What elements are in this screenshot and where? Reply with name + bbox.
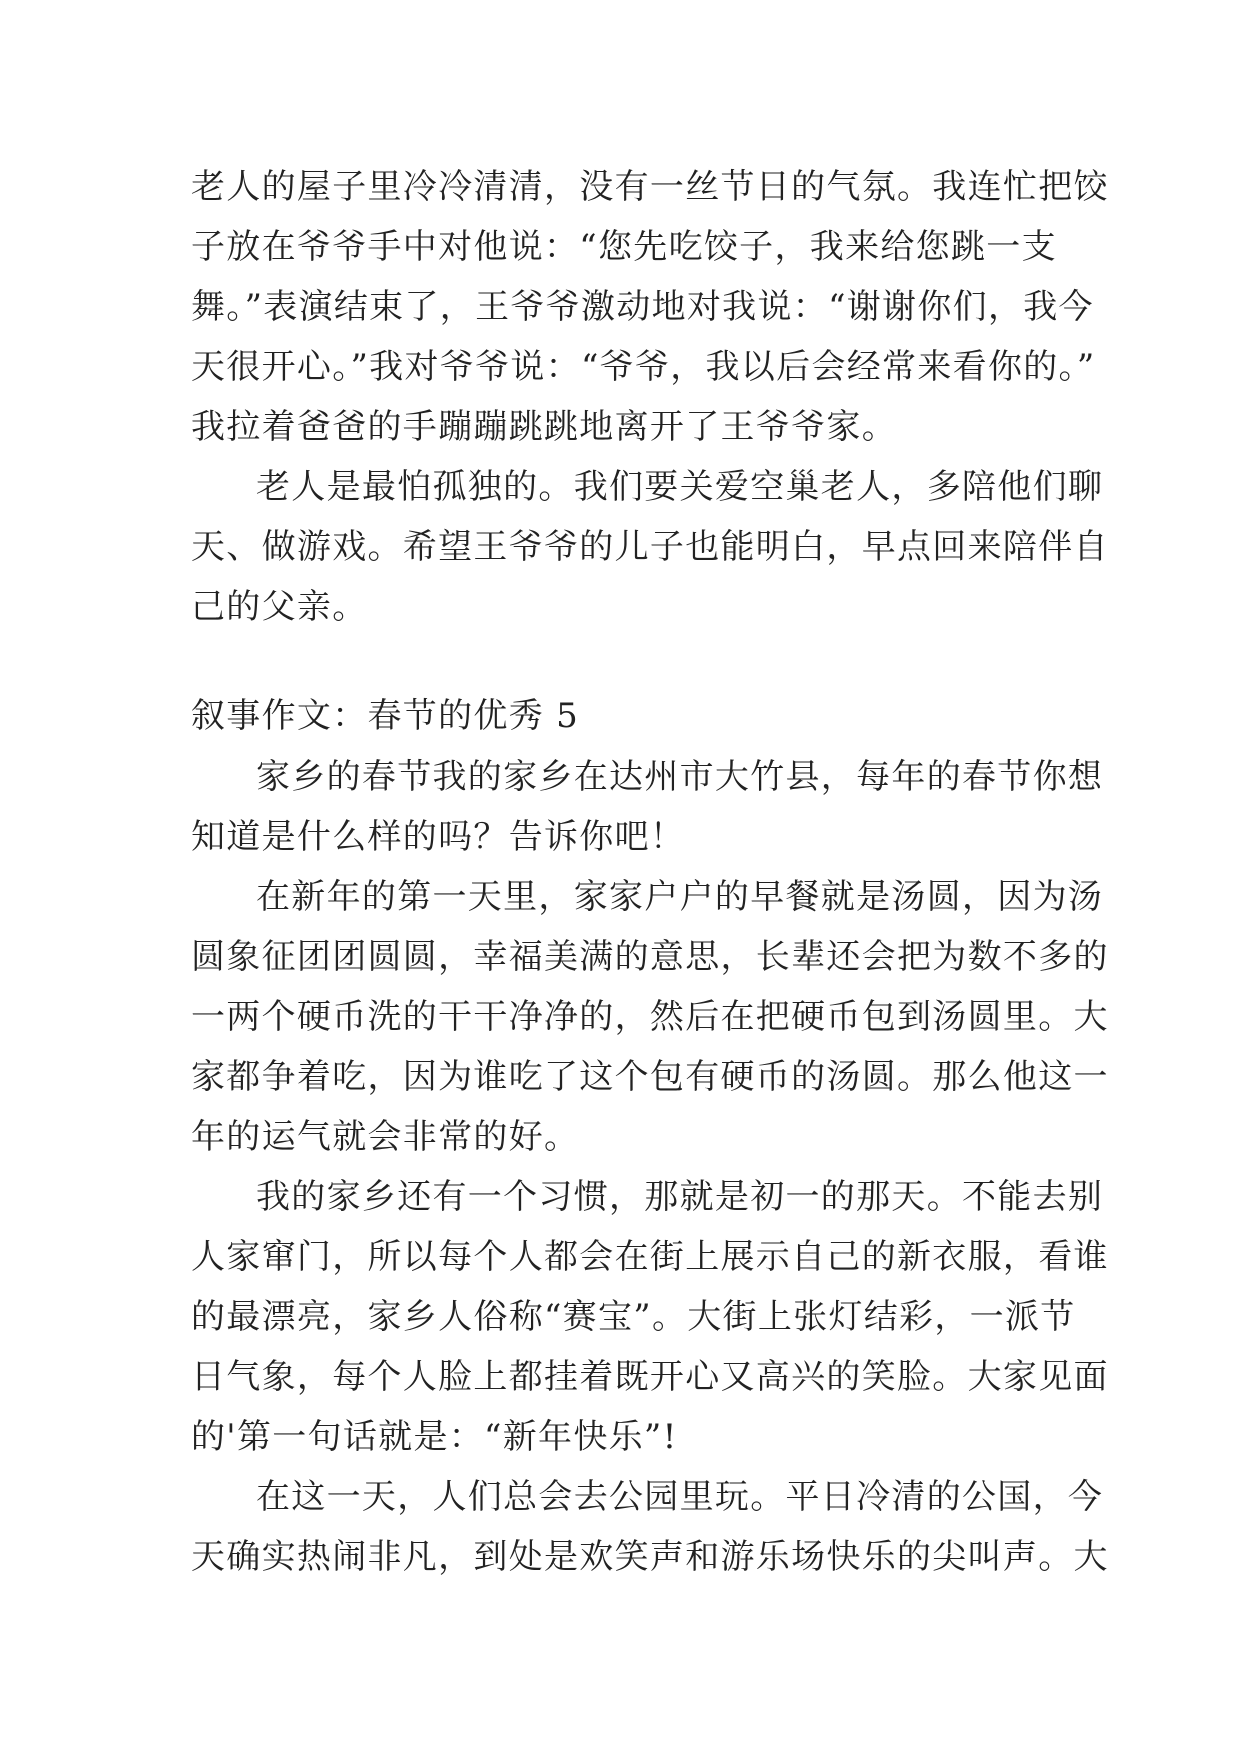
paragraph-2-line-1: 老人是最怕孤独的。我们要关爱空巢老人，多陪他们聊 <box>256 467 1104 507</box>
paragraph-3-line-2: 知道是什么样的吗？告诉你吧！ <box>191 817 686 857</box>
paragraph-6-line-1: 在这一天，人们总会去公园里玩。平日冷清的公国，今 <box>256 1477 1104 1517</box>
paragraph-1-line-5: 我拉着爸爸的手蹦蹦跳跳地离开了王爷爷家。 <box>191 407 897 447</box>
paragraph-6-line-2: 天确实热闹非凡，到处是欢笑声和游乐场快乐的尖叫声。大 <box>191 1537 1109 1577</box>
paragraph-3-line-1: 家乡的春节我的家乡在达州市大竹县，每年的春节你想 <box>256 757 1104 797</box>
paragraph-2-line-2: 天、做游戏。希望王爷爷的儿子也能明白，早点回来陪伴自 <box>191 527 1109 567</box>
paragraph-5-line-2: 人家窜门，所以每个人都会在街上展示自己的新衣服，看谁 <box>191 1237 1109 1277</box>
paragraph-1-line-2: 子放在爷爷手中对他说：“您先吃饺子，我来给您跳一支 <box>191 227 1057 267</box>
paragraph-1-line-1: 老人的屋子里冷冷清清，没有一丝节日的气氛。我连忙把饺 <box>191 167 1109 207</box>
section-heading: 叙事作文：春节的优秀 5 <box>191 696 580 736</box>
paragraph-4-line-1: 在新年的第一天里，家家户户的早餐就是汤圆，因为汤 <box>256 877 1104 917</box>
paragraph-4-line-3: 一两个硬币洗的干干净净的，然后在把硬币包到汤圆里。大 <box>191 997 1109 1037</box>
paragraph-1-line-3: 舞。”表演结束了，王爷爷激动地对我说：“谢谢你们，我今 <box>191 287 1094 327</box>
paragraph-4-line-4: 家都争着吃，因为谁吃了这个包有硬币的汤圆。那么他这一 <box>191 1057 1109 1097</box>
paragraph-5-line-4: 日气象，每个人脸上都挂着既开心又高兴的笑脸。大家见面 <box>191 1357 1109 1397</box>
paragraph-5-line-3: 的最漂亮，家乡人俗称“赛宝”。大街上张灯结彩，一派节 <box>191 1297 1076 1337</box>
paragraph-2-line-3: 己的父亲。 <box>191 587 368 627</box>
paragraph-1-line-4: 天很开心。”我对爷爷说：“爷爷，我以后会经常来看你的。” <box>191 347 1096 387</box>
paragraph-4-line-5: 年的运气就会非常的好。 <box>191 1117 580 1157</box>
paragraph-5-line-1: 我的家乡还有一个习惯，那就是初一的那天。不能去别 <box>256 1177 1104 1217</box>
paragraph-5-line-5: 的'第一句话就是：“新年快乐”! <box>191 1417 678 1457</box>
paragraph-4-line-2: 圆象征团团圆圆，幸福美满的意思，长辈还会把为数不多的 <box>191 937 1109 977</box>
